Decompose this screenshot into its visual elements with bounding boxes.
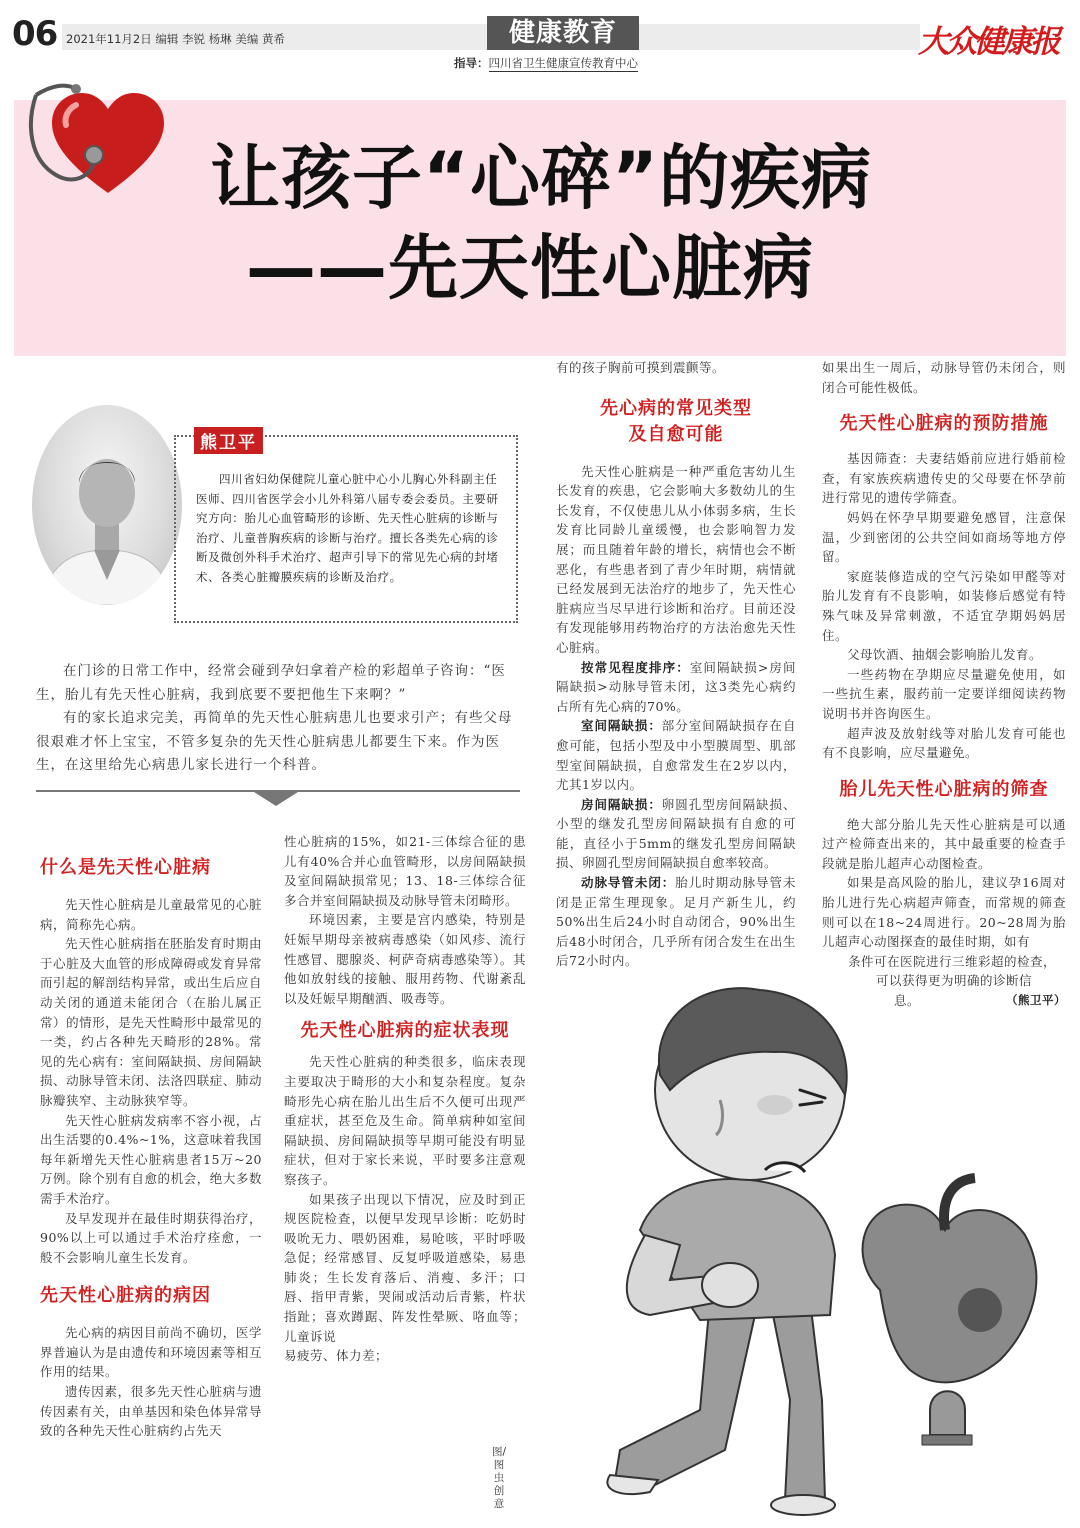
- paragraph: 按常见程度排序：室间隔缺损>房间隔缺损>动脉导管未闭，这3类先心病约占所有先心病的70%。: [556, 659, 796, 714]
- author-bio: 四川省妇幼保健院儿童心脏中心小儿胸心外科副主任医师、四川省医学会小儿外科第八届专委会委员。主要研究方向：胎儿心血管畸形的诊断、先天性心脏病的诊断与治疗、儿童普胸疾病的诊断与治疗。擅长各类先心病的诊断及微创外科手术治疗、超声引导下的常见先心病的封堵术、各类心脏瓣膜疾病的诊断及治疗。: [196, 472, 499, 584]
- intro-paragraph: 在门诊的日常工作中，经常会碰到孕妇拿着产检的彩超单子咨询：“医生，胎儿有先天性心脏病，我到底要不要把他生下来啊？”: [36, 663, 506, 703]
- paragraph: 易疲劳、体力差；: [284, 1348, 389, 1364]
- section-heading: 什么是先天性心脏病: [40, 857, 211, 878]
- paragraph: 可以获得更为明确的诊断信: [876, 973, 1033, 989]
- paragraph: 先天性心脏病是儿童最常见的心脏病，简称先心病。: [40, 897, 262, 932]
- column-1: [40, 855, 262, 1441]
- section-heading: 胎儿先天性心脏病的筛查: [839, 778, 1049, 800]
- paragraph: 先心病的病因目前尚不确切，医学界普遍认为是由遗传和环境因素等相互作用的结果。: [40, 1325, 262, 1380]
- paragraph: 室间隔缺损：部分室间隔缺损存在自愈可能，包括小型及中小型膜周型、肌部型室间隔缺损，自愈常发生在2岁以内，尤其1岁以内。: [556, 718, 796, 793]
- section-title: 健康教育: [487, 16, 639, 50]
- paragraph: 环境因素，主要是宫内感染，特别是妊娠早期母亲被病毒感染（如风疹、流行性感冒、腮腺炎、柯萨奇病毒感染等）。其他如放射线的接触、服用药物、代谢紊乱以及妊娠早期酗酒、吸毒等。: [284, 912, 526, 1006]
- paragraph: 如果孩子出现以下情况，应及时到正规医院检查，以便早发现早诊断：吃奶时吸吮无力、喂奶困难，易呛咳，平时呼吸急促；经常感冒、反复呼吸道感染，易患肺炎；生长发育落后、消瘦、多汗；口唇、指甲青紫，哭闹或活动后青紫，杵状指趾；喜欢蹲踞、阵发性晕厥、咯血等；儿童诉说: [284, 1191, 526, 1344]
- paragraph: 遗传因素，很多先天性心脏病与遗传因素有关，由单基因和染色体异常导致的各种先天性心脏病约占先天: [40, 1384, 262, 1439]
- paragraph: 及早发现并在最佳时期获得治疗，90%以上可以通过手术治疗痊愈，一般不会影响儿童生长发育。: [40, 1210, 262, 1265]
- paragraph: 超声波及放射线等对胎儿发育可能也有不良影响，应尽量避免。: [822, 725, 1066, 761]
- column-2: [284, 832, 526, 1366]
- newspaper-logo: 大众健康报: [918, 24, 1058, 60]
- paragraph: 先天性心脏病发病率不容小视，占出生活婴的0.4%~1%，这意味着我国每年新增先天性心脏病患者15万~20万例。除个别有自愈的机会，绝大多数需手术治疗。: [40, 1112, 262, 1206]
- section-heading: 及自愈可能: [628, 423, 724, 445]
- column-4: [822, 358, 1066, 1011]
- paragraph: 如果是高风险的胎儿，建议孕16周对胎儿进行先心病超声筛查，而常规的筛查则可以在18~24周进行。20~28周为胎儿超声心动图探查的最佳时期，如有: [822, 875, 1066, 950]
- author-name: 熊卫平: [194, 427, 263, 454]
- intro-paragraph: 有的家长追求完美，再简单的先天性心脏病患儿也要求引产；有些父母很艰难才怀上宝宝，不管多复杂的先天性心脏病患儿都要生下来。作为医生，在这里给先心病患儿家长进行一个科普。: [36, 710, 513, 773]
- paragraph: 先天性心脏病的种类很多，临床表现主要取决于畸形的大小和复杂程度。复杂畸形先心病在胎儿出生后不久便可出现严重症状，甚至危及生命。简单病种如室间隔缺损、房间隔缺损等早期可能没有明显症状，但对于家长来说，平时要多注意观察孩子。: [284, 1054, 526, 1187]
- page-number: 06: [12, 14, 58, 54]
- paragraph: 绝大部分胎儿先天性心脏病是可以通过产检筛查出来的，其中最重要的检查手段就是胎儿超声心动图检查。: [822, 816, 1066, 871]
- guidance-line: 指导：四川省卫生健康宣传教育中心: [454, 56, 638, 70]
- paragraph: 一些药物在孕期应尽量避免使用，如一些抗生素，服药前一定要详细阅读药物说明书并咨询医生。: [822, 666, 1066, 721]
- boy-heart-illustration: [560, 980, 1070, 1525]
- paragraph: 动脉导管未闭：胎儿时期动脉导管未闭是正常生理现象。足月产新生儿，约50%出生后24小时自动闭合，90%出生后48小时闭合，几乎所有闭合发生在出生后72小时内。: [556, 875, 796, 969]
- paragraph: 父母饮酒、抽烟会影响胎儿发育。: [847, 647, 1043, 663]
- paragraph: 妈妈在怀孕早期要避免感冒，注意保温，少到密闭的公共空间如商场等地方停留。: [822, 509, 1066, 565]
- author-signature: （熊卫平）: [1006, 993, 1066, 1008]
- headline-line-1: 让孩子“心碎”的疾病: [210, 137, 873, 219]
- paragraph: 家庭装修造成的空气污染如甲醛等对胎儿发育有不良影响，如装修后感觉有特殊气味及异常刺激，不适宜孕期妈妈居住。: [822, 568, 1066, 643]
- section-heading: 先心病的常见类型: [600, 397, 752, 419]
- heart-stethoscope-icon: [16, 75, 176, 205]
- paragraph: 条件可在医院进行三维彩超的检查，: [848, 953, 1057, 969]
- headline-line-2: ——先天性心脏病: [246, 227, 814, 309]
- column-3: [556, 358, 796, 971]
- paragraph: 先天性心脏病指在胚胎发育时期由于心脏及大血管的形成障碍或发育异常而引起的解剖结构异常，或出生后应自动关闭的通道未能闭合（在胎儿属正常）的情形，是先天性畸形中最常见的一类，约占各种先天畸形的28%。常见的先心病有：室间隔缺损、房间隔缺损、动脉导管未闭、法洛四联症、肺动脉瓣狭窄、主动脉狭窄等。: [40, 936, 262, 1108]
- image-credit: 图/图虫创意: [492, 1446, 507, 1510]
- intro-text: [36, 660, 516, 778]
- section-heading: 先天性心脏病的症状表现: [300, 1020, 510, 1042]
- paragraph: 基因筛查：夫妻结婚前应进行婚前检查，有家族疾病遗传史的父母要在怀孕前进行常见的遗传学筛查。: [822, 451, 1066, 506]
- section-heading: 先天性心脏病的预防措施: [839, 413, 1049, 435]
- paragraph: 先天性心脏病是一种严重危害幼儿生长发育的疾患，它会影响大多数幼儿的生长发育，不仅使患儿从小体弱多病，生长发育比同龄儿童缓慢，也会影响智力发展；而且随着年龄的增长，病情也会不断恶化，有些患者到了青少年时期，病情就已经发展到无法治疗的地步了，先天性心脏病应当尽早进行诊断和治疗。目前还没有发现能够用药物治疗的方法治愈先天性心脏病。: [556, 463, 796, 655]
- divider-arrow-icon: [254, 792, 298, 806]
- paragraph: 性心脏病的15%，如21-三体综合征的患儿有40%合并心血管畸形，以房间隔缺损及室间隔缺损常见；13、18-三体综合征多合并室间隔缺损及动脉导管未闭畸形。: [284, 834, 526, 908]
- issue-info: 2021年11月2日 编辑 李锐 杨琳 美编 黄希: [66, 32, 285, 46]
- section-heading: 先天性心脏病的病因: [40, 1285, 211, 1307]
- author-photo: [32, 405, 182, 605]
- paragraph: 房间隔缺损：卵圆孔型房间隔缺损、小型的继发孔型房间隔缺损有自愈的可能，直径小于5mm的继发孔型房间隔缺损、卵圆孔型房间隔缺损自愈率较高。: [556, 796, 796, 871]
- paragraph: 息。 （熊卫平）: [822, 991, 1066, 1011]
- paragraph: 有的孩子胸前可摸到震颤等。: [556, 360, 726, 375]
- paragraph: 如果出生一周后，动脉导管仍未闭合，则闭合可能性极低。: [822, 360, 1066, 395]
